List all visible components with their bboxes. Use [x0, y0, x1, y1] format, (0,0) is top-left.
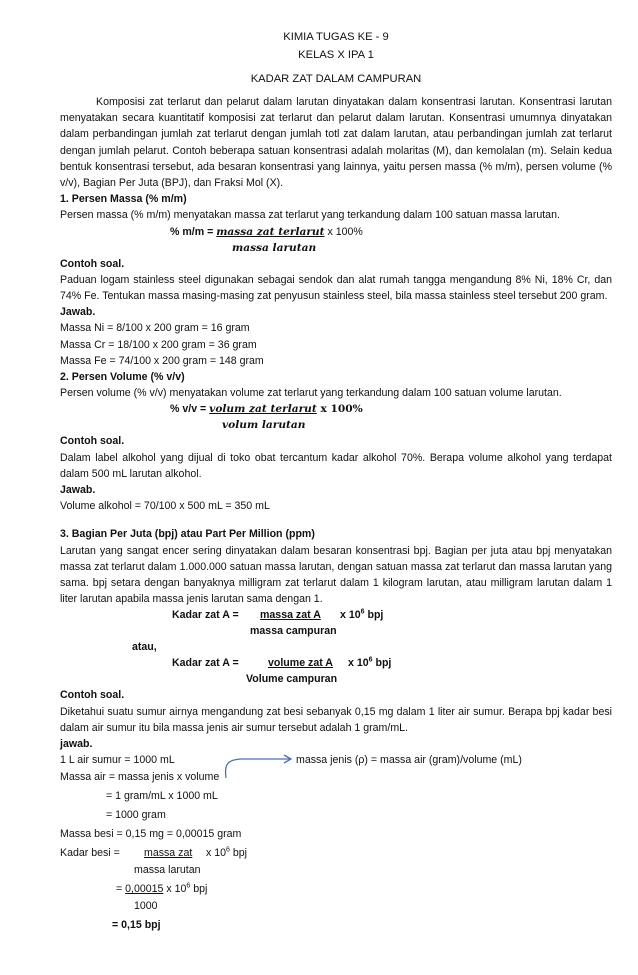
answer-density-formula: massa jenis (ρ) = massa air (gram)/volume (mL): [296, 754, 522, 767]
formula3b-right: x 10: [348, 657, 369, 670]
answer-mass-water: Massa air = massa jenis x volume: [60, 771, 220, 784]
section1-answer-fe: Massa Fe = 74/100 x 200 gram = 148 gram: [60, 354, 264, 367]
answer-kadar-formula: [60, 845, 612, 862]
section2-formula: [60, 401, 612, 417]
answer-mass-water-step1: = 1 gram/mL x 1000 mL: [106, 790, 218, 803]
formula2-right: x 100%: [316, 403, 363, 416]
section2-answer-label: Jawab.: [60, 484, 96, 497]
section2-example-text: Dalam label alkohol yang dijual di toko obat tercantum kadar alkohol 70%. Berapa volume alkohol yang terdapat dalam 500 mL larutan alkohol.: [60, 451, 612, 480]
document-page: [60, 28, 612, 936]
formula2-numerator: volum zat terlarut: [209, 403, 317, 416]
section3-formula2: [60, 655, 612, 671]
section1-answer-label: Jawab.: [60, 306, 96, 319]
formula3a-right: x 10: [340, 609, 361, 622]
section2-heading: 2. Persen Volume (% v/v): [60, 371, 185, 384]
connector-arrow-icon: [220, 750, 300, 784]
formula3b-numerator: volume zat A: [268, 657, 333, 670]
answer-mass-water-step2: = 1000 gram: [106, 809, 166, 822]
formula3b-exponent: 6: [368, 656, 373, 664]
section3-description: Larutan yang sangat encer sering dinyatakan dalam besaran konsentrasi bpj. Bagian per juta atau bpj menyatakan massa zat terlarut dalam 1.000.000 satuan massa larutan, dengan satuan massa zat terlarut dan massa larutan yang sama. bpj setara dengan banyaknya milligram zat terlarut dalam 1 kilogram larutan, atau milligram larutan dalam 1 liter larutan apabila massa jenis larutan sama dengan 1.: [60, 544, 612, 606]
section1-description: Persen massa (% m/m) menyatakan massa zat terlarut yang terkandung dalam 100 satuan massa larutan.: [60, 209, 560, 222]
answer-kadar-denominator: massa larutan: [134, 864, 201, 877]
header-line1: KIMIA TUGAS KE - 9: [283, 31, 389, 43]
answer-kadar-right: x 10: [206, 847, 227, 860]
answer-kadar-left: Kadar besi =: [60, 847, 120, 860]
answer-kadar-substitution: [60, 881, 612, 898]
header-line2: KELAS X IPA 1: [298, 49, 374, 61]
section3-heading: 3. Bagian Per Juta (bpj) atau Part Per Million (ppm): [60, 528, 315, 541]
formula3a-exponent: 6: [360, 608, 365, 616]
formula1-denominator: massa larutan: [232, 241, 317, 254]
section2-description: Persen volume (% v/v) menyatakan volume zat terlarut yang terkandung dalam 100 satuan volume larutan.: [60, 387, 562, 400]
section3-answer-label: jawab.: [60, 738, 93, 751]
section1-answer-cr: Massa Cr = 18/100 x 200 gram = 36 gram: [60, 338, 257, 351]
formula3b-unit: bpj: [372, 657, 392, 670]
section2-answer: Volume alkohol = 70/100 x 500 mL = 350 mL: [60, 500, 270, 513]
section1-answer-ni: Massa Ni = 8/100 x 200 gram = 16 gram: [60, 322, 250, 335]
formula3a-denominator: massa campuran: [250, 625, 337, 638]
formula1-numerator: massa zat terlarut: [216, 225, 325, 238]
answer-row2: [60, 769, 612, 788]
formula2-denominator: volum larutan: [222, 419, 306, 432]
answer-final-result: = 0,15 bpj: [112, 919, 161, 932]
section2-example-label: Contoh soal.: [60, 435, 125, 448]
answer-liters: 1 L air sumur = 1000 mL: [60, 754, 175, 767]
answer-sub-denominator: 1000: [134, 900, 158, 913]
answer-sub-numerator: 0,00015: [125, 883, 164, 896]
formula3-atau: atau,: [132, 641, 157, 654]
page-title: KADAR ZAT DALAM CAMPURAN: [250, 73, 422, 85]
answer-sub-exponent: 6: [186, 882, 191, 890]
section1-heading: 1. Persen Massa (% m/m): [60, 193, 187, 206]
formula3a-numerator: massa zat A: [260, 609, 321, 622]
section1-example-text: Paduan logam stainless steel digunakan sebagai sendok dan alat rumah tangga mengandung 8% Ni, 18% Cr, dan 74% Fe. Tentukan massa masing-masing zat penyusun stainless steel, bila massa stainless steel tersebut 200 gram.: [60, 273, 612, 303]
section1-formula: [60, 224, 612, 240]
answer-kadar-unit: bpj: [229, 847, 248, 860]
formula3b-left: Kadar zat A =: [172, 657, 239, 670]
formula2-left: % v/v =: [170, 403, 210, 416]
formula3a-unit: bpj: [364, 609, 384, 622]
formula1-left: % m/m =: [170, 225, 217, 238]
section1-example-label: Contoh soal.: [60, 257, 125, 270]
answer-sub-eq: =: [116, 883, 126, 896]
answer-kadar-numerator: massa zat: [144, 847, 193, 860]
answer-row1: [60, 752, 612, 769]
answer-sub-right: x 10: [163, 883, 187, 896]
formula1-right: x 100%: [324, 225, 363, 238]
formula3a-left: Kadar zat A =: [172, 609, 239, 622]
formula3b-denominator: Volume campuran: [246, 673, 338, 686]
answer-mass-iron: Massa besi = 0,15 mg = 0,00015 gram: [60, 828, 242, 841]
section3-example-label: Contoh soal.: [60, 689, 125, 702]
answer-sub-unit: bpj: [190, 883, 208, 896]
section3-formula1: [60, 607, 612, 623]
intro-paragraph: Komposisi zat terlarut dan pelarut dalam larutan dinyatakan dalam konsentrasi larutan. Konsentrasi larutan menyatakan secara kuantitatif komposisi zat terlarut dan pelarut dalam larutan. Konsentrasi umumnya dinyatakan dalam perbandingan jumlah zat terlarut dengan jumlah totl zat dalam larutan, atau perbandingan jumlah zat terlarut dengan jumlah pelarut. Contoh beberapa satuan konsentrasi adalah molaritas (M), dan kemolalan (m). Selain kedua bentuk konsentrasi tersebut, ada besaran konsentrasi yang lainnya, yaitu persen massa (% m/m), persen volume (% v/v), Bagian Per Juta (BPJ), dan Fraksi Mol (X).: [60, 96, 612, 190]
section3-example-text: Diketahui suatu sumur airnya mengandung zat besi sebanyak 0,15 mg dalam 1 liter air sumur. Berapa bpj kadar besi dalam air sumur itu bila massa jenis air sumur tersebut adalah 1 gram/mL.: [60, 705, 612, 734]
answer-kadar-exponent: 6: [226, 846, 230, 854]
